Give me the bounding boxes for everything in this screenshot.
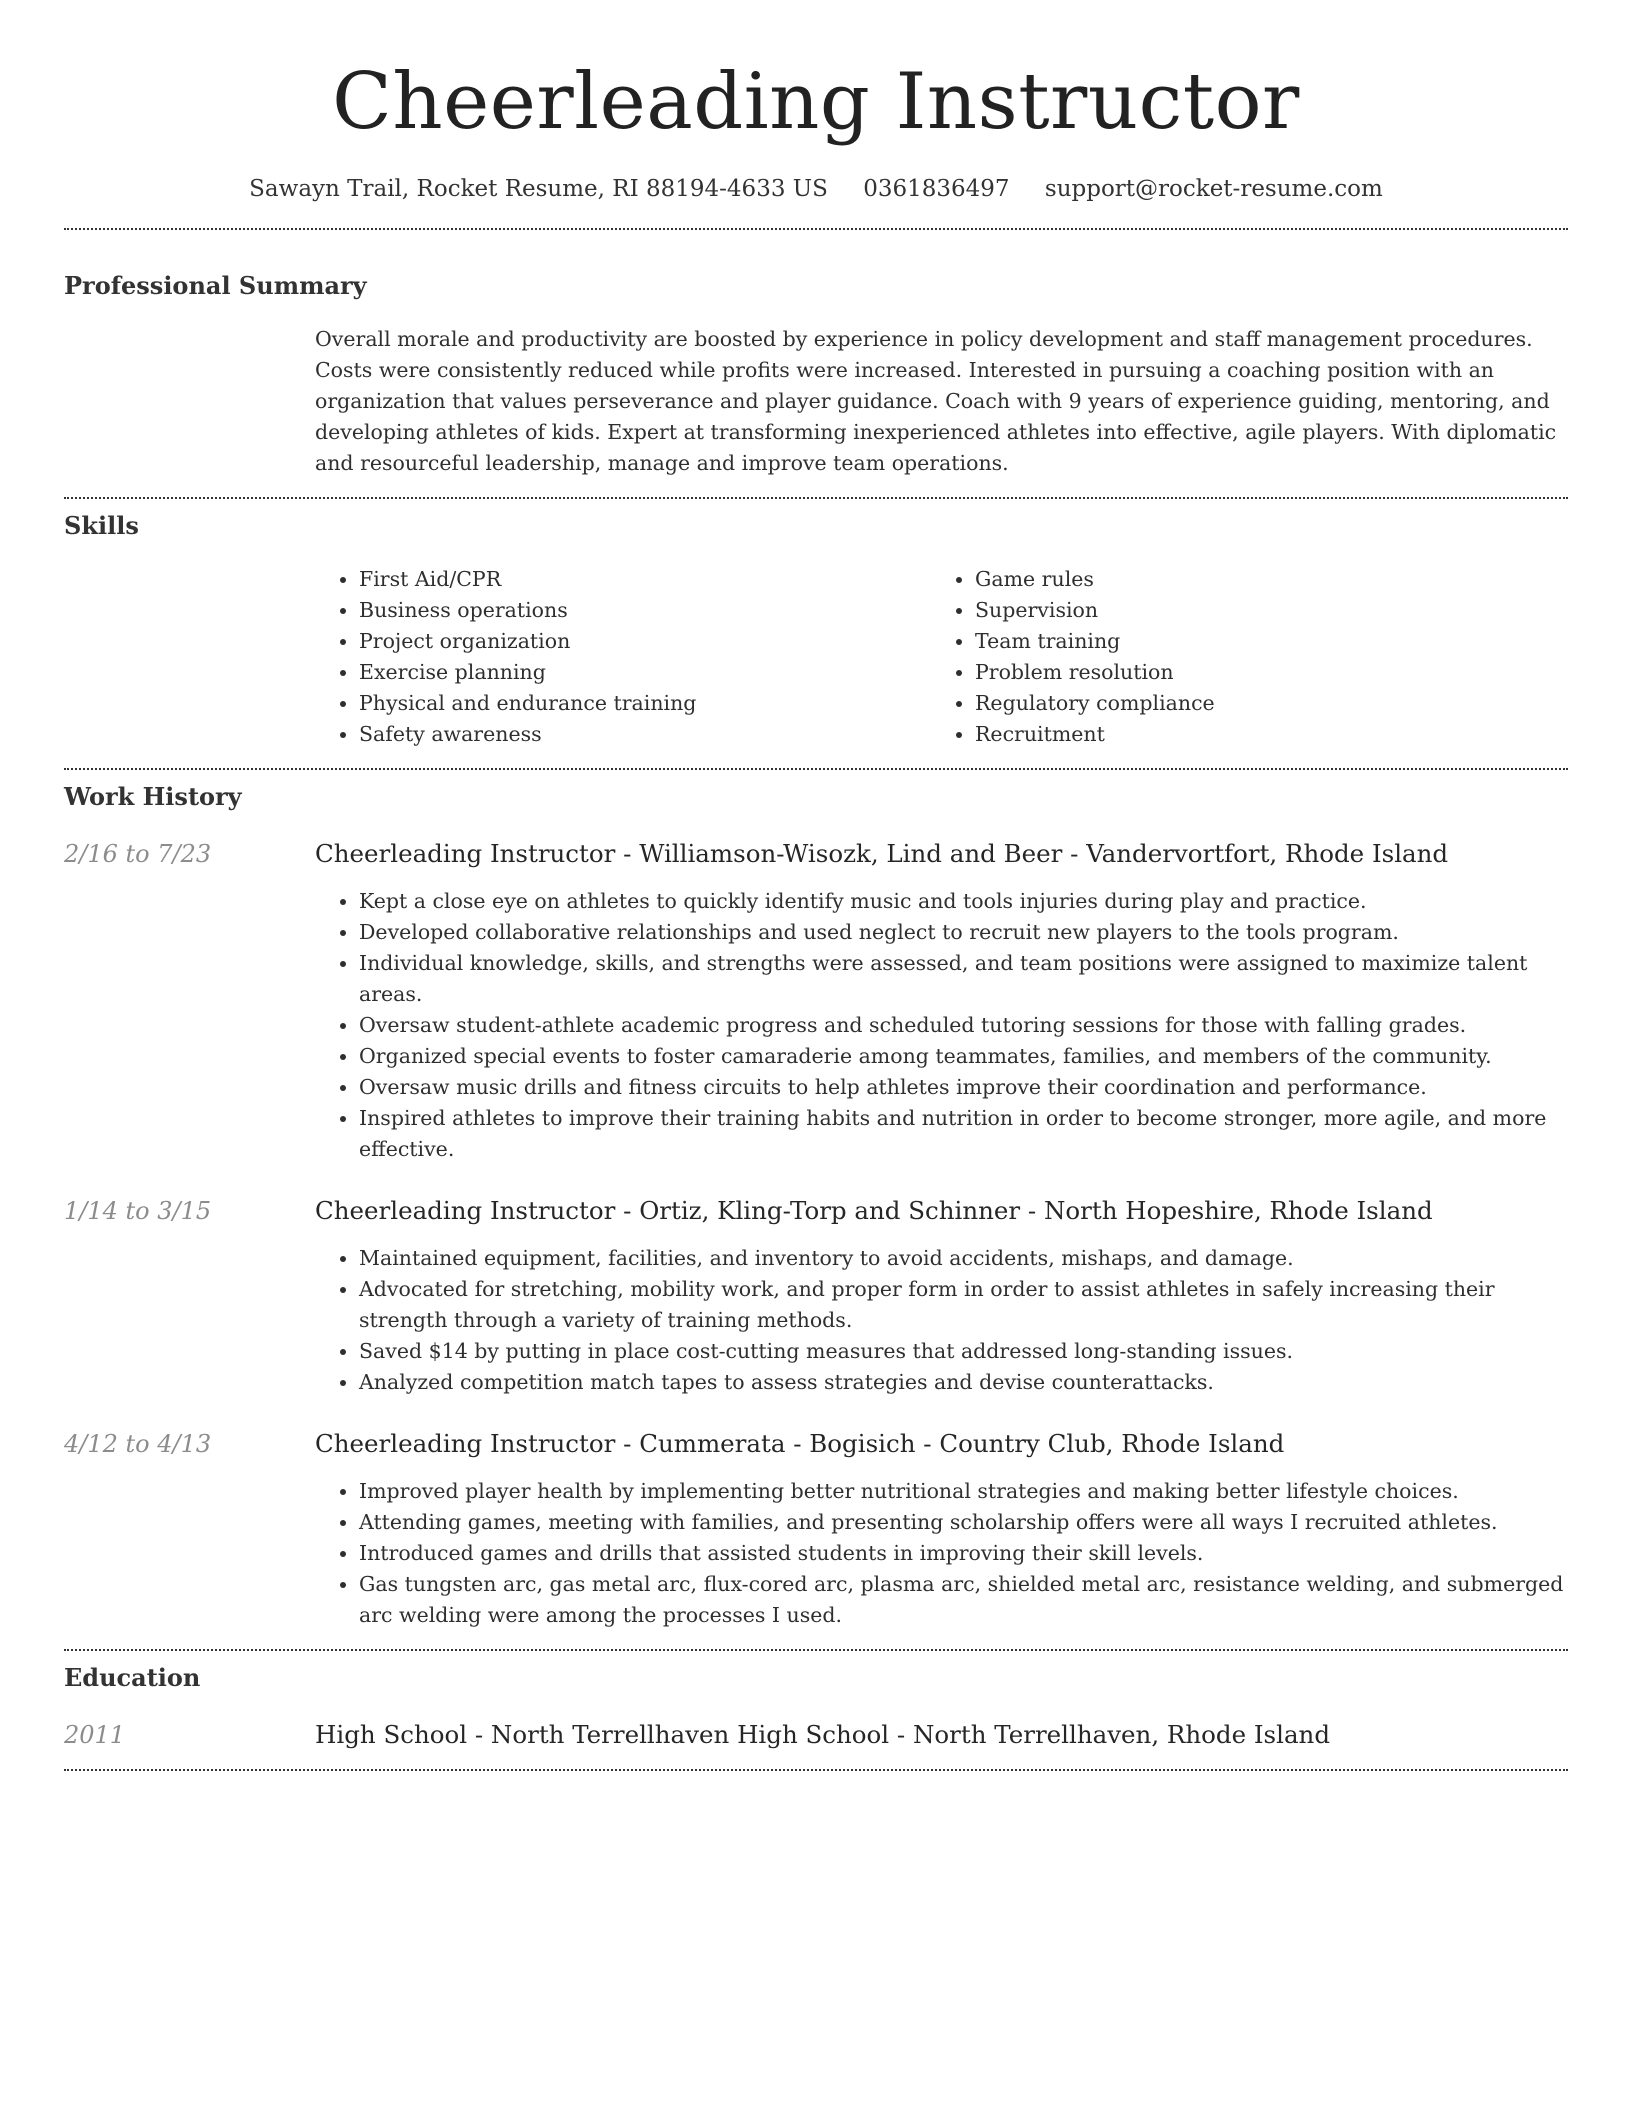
education-section bbox=[64, 1663, 1568, 1751]
job-bullet: • Developed collaborative relationships and used neglect to recruit new players to the tools program. bbox=[359, 917, 1568, 948]
education-main bbox=[315, 1719, 1568, 1751]
education-title: Education bbox=[64, 1663, 201, 1692]
skill-item: • Physical and endurance training bbox=[359, 688, 931, 719]
skill-item: • Regulatory compliance bbox=[975, 688, 1547, 719]
job-heading: Cheerleading Instructor - Williamson-Wisozk, Lind and Beer - Vandervortfort, Rhode Island bbox=[315, 839, 1449, 868]
summary-text: Overall morale and productivity are boosted by experience in policy development and staff management procedures. Costs were consistently reduced while profits were increased. Interested in pursuing a coaching position with an organization that values perseverance and player guidance. Coach with 9 years of experience guiding, mentoring, and developing athletes of kids. Expert at transforming inexperienced athletes into effective, agile players. With diplomatic and resourceful leadership, manage and improve team operations. bbox=[315, 327, 1557, 475]
job-bullet: • Kept a close eye on athletes to quickly identify music and tools injuries during play and practice. bbox=[359, 886, 1568, 917]
job-bullet: • Introduced games and drills that assisted students in improving their skill levels. bbox=[359, 1538, 1568, 1569]
job-bullet: • Organized special events to foster camaraderie among teammates, families, and members of the community. bbox=[359, 1041, 1568, 1072]
education-heading: High School - North Terrellhaven High School - North Terrellhaven, Rhode Island bbox=[315, 1720, 1331, 1749]
skill-item: • Exercise planning bbox=[359, 657, 931, 688]
skill-item: • Business operations bbox=[359, 595, 931, 626]
summary-section bbox=[64, 271, 1568, 479]
job-bullet: • Gas tungsten arc, gas metal arc, flux-cored arc, plasma arc, shielded metal arc, resistance welding, and submerged arc welding were among the processes I used. bbox=[359, 1569, 1568, 1631]
job-bullet: • Improved player health by implementing better nutritional strategies and making better lifestyle choices. bbox=[359, 1476, 1568, 1507]
job-bullet: • Attending games, meeting with families, and presenting scholarship offers were all ways I recruited athletes. bbox=[359, 1507, 1568, 1538]
job-bullets bbox=[315, 1476, 1568, 1631]
job-bullet: • Oversaw music drills and fitness circuits to help athletes improve their coordination and performance. bbox=[359, 1072, 1568, 1103]
education-date: 2011 bbox=[64, 1721, 126, 1749]
skills-title: Skills bbox=[64, 511, 139, 540]
job-bullet: • Analyzed competition match tapes to assess strategies and devise counterattacks. bbox=[359, 1367, 1568, 1398]
job-heading: Cheerleading Instructor - Cummerata - Bogisich - Country Club, Rhode Island bbox=[315, 1429, 1285, 1458]
job-bullet: • Maintained equipment, facilities, and inventory to avoid accidents, mishaps, and damage. bbox=[359, 1243, 1568, 1274]
resume-name: Cheerleading Instructor bbox=[332, 57, 1300, 147]
job-bullet: • Inspired athletes to improve their training habits and nutrition in order to become stronger, more agile, and more effective. bbox=[359, 1103, 1568, 1165]
contact-address: Sawayn Trail, Rocket Resume, RI 88194-4633 US bbox=[249, 176, 828, 202]
job-main bbox=[315, 838, 1568, 1165]
skills-section bbox=[64, 511, 1568, 750]
work-section bbox=[64, 782, 1568, 1631]
job-date: 2/16 to 7/23 bbox=[64, 840, 212, 868]
contact-line bbox=[64, 174, 1568, 204]
work-divider bbox=[64, 1649, 1568, 1651]
job-main bbox=[315, 1195, 1568, 1398]
summary-divider bbox=[64, 497, 1568, 499]
skill-item: • Supervision bbox=[975, 595, 1547, 626]
summary-title: Professional Summary bbox=[64, 271, 367, 300]
job-date: 4/12 to 4/13 bbox=[64, 1430, 212, 1458]
job-date: 1/14 to 3/15 bbox=[64, 1197, 212, 1225]
job-bullets bbox=[315, 1243, 1568, 1398]
job-main bbox=[315, 1428, 1568, 1631]
work-title: Work History bbox=[64, 782, 242, 811]
summary-body bbox=[315, 324, 1568, 479]
contact-phone: 0361836497 bbox=[863, 176, 1010, 202]
skill-item: • Game rules bbox=[975, 564, 1547, 595]
job-bullets bbox=[315, 886, 1568, 1165]
skill-item: • Team training bbox=[975, 626, 1547, 657]
skills-divider bbox=[64, 768, 1568, 770]
job-bullet: • Advocated for stretching, mobility work, and proper form in order to assist athletes in safely increasing their strength through a variety of training methods. bbox=[359, 1274, 1568, 1336]
header-divider bbox=[64, 228, 1568, 230]
job-entry bbox=[64, 1195, 1568, 1398]
job-bullet: • Individual knowledge, skills, and strengths were assessed, and team positions were assigned to maximize talent areas. bbox=[359, 948, 1568, 1010]
skill-item: • Recruitment bbox=[975, 719, 1547, 750]
skill-item: • First Aid/CPR bbox=[359, 564, 931, 595]
job-bullet: • Oversaw student-athlete academic progress and scheduled tutoring sessions for those with falling grades. bbox=[359, 1010, 1568, 1041]
education-entry bbox=[64, 1719, 1568, 1751]
skill-item: • Safety awareness bbox=[359, 719, 931, 750]
job-entry bbox=[64, 1428, 1568, 1631]
contact-email: support@rocket-resume.com bbox=[1044, 176, 1383, 202]
job-heading: Cheerleading Instructor - Ortiz, Kling-Torp and Schinner - North Hopeshire, Rhode Island bbox=[315, 1196, 1433, 1225]
skills-grid bbox=[315, 564, 1568, 750]
job-entry bbox=[64, 838, 1568, 1165]
skills-list-right bbox=[931, 564, 1547, 750]
skills-list-left bbox=[315, 564, 931, 750]
skill-item: • Problem resolution bbox=[975, 657, 1547, 688]
job-bullet: • Saved $14 by putting in place cost-cutting measures that addressed long-standing issues. bbox=[359, 1336, 1568, 1367]
resume-page bbox=[64, 0, 1568, 1771]
skill-item: • Project organization bbox=[359, 626, 931, 657]
education-divider bbox=[64, 1769, 1568, 1771]
